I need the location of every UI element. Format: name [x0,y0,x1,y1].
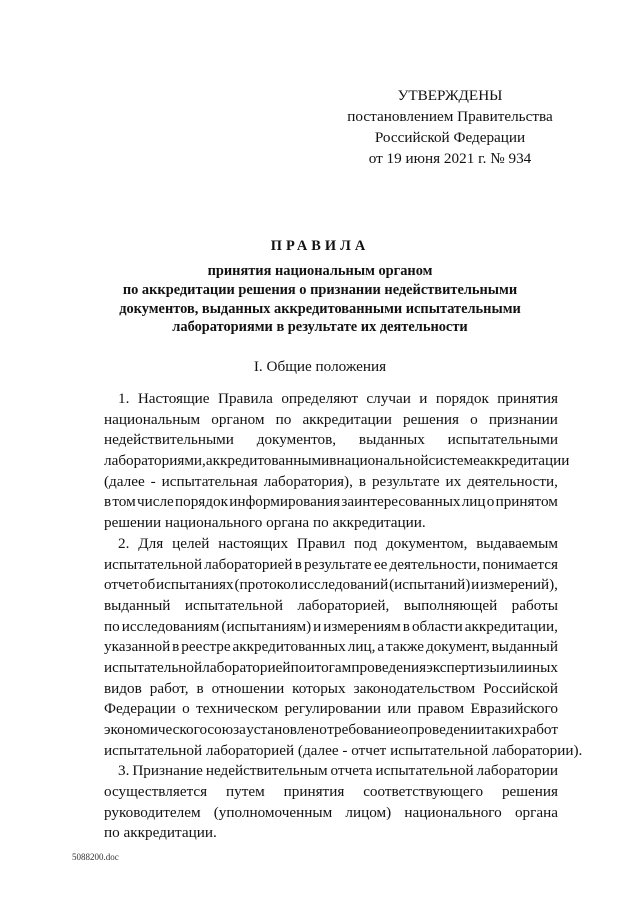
paragraph-line: испытательной лабораторией по итогам проведения экспертизы или иных [104,658,558,676]
paragraph-line: национальным органом по аккредитации решения о признании [104,410,558,428]
paragraph-line: по аккредитации. [104,824,217,842]
approval-heading: УТВЕРЖДЕНЫ [397,87,503,104]
paragraph-line: указанной в реестре аккредитованных лиц, а также документ, выданный [104,638,558,656]
approval-line: постановлением Правительства [347,108,553,125]
paragraph-line: лабораториями, аккредитованными в национальной системе аккредитации [104,452,570,470]
paragraph-line: в том числе порядок информирования заинтересованных лиц о принятом [104,493,558,511]
paragraph-line: экономического союза установлено требование о проведении таких работ [104,721,558,738]
approval-stamp [330,85,570,169]
paragraph [104,389,570,534]
paragraph-line: испытательной лабораторией (далее - отчет испытательной лаборатории). [104,741,583,759]
section-heading: I. Общие положения [253,358,387,375]
paragraph [104,761,558,844]
subtitle-line: принятия национальным органом [207,263,433,279]
document-file-id: 5088200.doc [72,852,119,862]
approval-line: Российской Федерации [374,129,526,146]
paragraph-line: руководителем (уполномоченным лицом) национального органа [104,803,558,821]
paragraph-line: 3. Признание недействительным отчета испытательной лаборатории [118,762,558,780]
document-subtitle [40,262,600,337]
paragraph-line: 1. Настоящие Правила определяют случаи и порядок принятия [118,390,558,407]
paragraph-line: выданный испытательной лабораторией, выполняющей работы [104,596,558,614]
paragraph-line: по исследованиям (испытаниям) и измерениям в области аккредитации, [104,617,558,635]
paragraph [104,534,583,762]
paragraph-line: (далее - испытательная лаборатория), в результате их деятельности, [104,472,558,490]
paragraph-line: решении национального органа по аккредитации. [104,514,426,532]
document-body [104,389,583,844]
paragraph-line: испытательной лабораторией в результате ее деятельности, понимается [104,555,558,573]
subtitle-line: документов, выданных аккредитованными испытательными [119,300,521,317]
subtitle-line: лабораториями в результате их деятельности [172,319,468,336]
paragraph-line: осуществляется путем принятия соответствующего решения [104,783,558,801]
paragraph-line: недействительными документов, выданных испытательными [104,431,558,449]
paragraph-line: видов работ, в отношении которых законодательством Российской [104,679,558,697]
paragraph-line: 2. Для целей настоящих Правил под документом, выдаваемым [118,534,558,552]
paragraph-line: отчет об испытаниях (протокол исследований (испытаний) и измерений), [104,576,558,594]
approval-date-number: от 19 июня 2021 г. № 934 [368,150,532,167]
subtitle-line: по аккредитации решения о признании недействительными [122,281,518,298]
paragraph-line: Федерации о техническом регулировании или правом Евразийского [104,700,558,718]
document-title: ПРАВИЛА [270,238,370,254]
